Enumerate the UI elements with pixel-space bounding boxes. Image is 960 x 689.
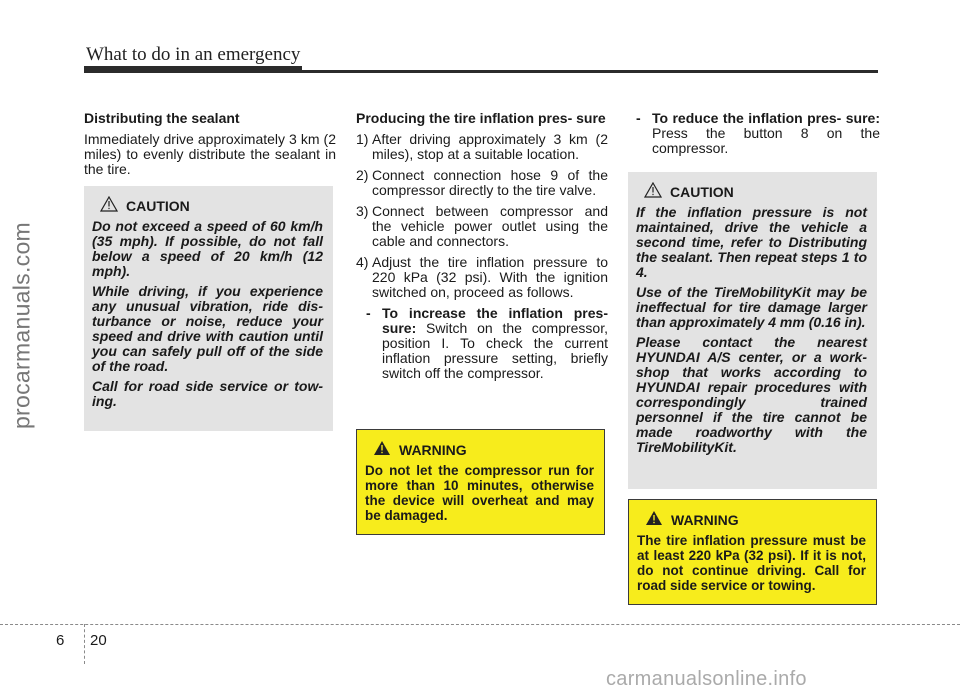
distributing-paragraph: Immediately drive approximately 3 km (2 miles) to evenly distribute the sealant in the tire. — [84, 131, 336, 177]
caution-2-para-1: If the inflation pressure is not maintained, drive the vehicle a second time, refer to Distributing the sealant. Then repeat steps 1 to 4. — [636, 204, 867, 280]
increase-sub-item — [366, 306, 608, 381]
caution-title-2: CAUTION — [670, 183, 734, 200]
caution-icon — [100, 196, 118, 215]
reduce-list — [628, 111, 880, 156]
increase-label: To increase the inflation pres- sure: — [382, 305, 608, 336]
step-number: 1) — [356, 131, 369, 147]
reduce-sub-item — [636, 111, 880, 156]
step-text: After driving approximately 3 km (2 miles), stop at a suitable location. — [372, 131, 608, 162]
reduce-body: Press the button 8 on the compressor. — [652, 125, 880, 156]
step-text: Connect connection hose 9 of the compressor directly to the tire valve. — [372, 167, 608, 198]
step-text: Adjust the tire inflation pressure to 220 kPa (32 psi). With the ignition switched on, proceed as follows. — [372, 254, 608, 300]
side-watermark-text: procarmanuals.com — [8, 221, 35, 430]
caution-1-para-1: Do not exceed a speed of 60 km/h (35 mph). If possible, do not fall below a speed of 20 km/h (12 mph). — [92, 218, 323, 279]
warning-1-text: Do not let the compressor run for more than 10 minutes, otherwise the device will overheat and may be damaged. — [365, 463, 594, 523]
distributing-heading: Distributing the sealant — [84, 110, 240, 126]
warning-header-1 — [371, 440, 594, 459]
column-2 — [356, 111, 608, 381]
step-text: Connect between compressor and the vehicle power outlet using the cable and connectors. — [372, 203, 608, 249]
footer-rule — [0, 624, 960, 625]
bottom-watermark: carmanualsonline.info — [606, 668, 807, 689]
caution-1-para-3: Call for road side service or tow- ing. — [92, 378, 323, 409]
page-number: 20 — [90, 632, 107, 649]
warning-2-text: The tire inflation pressure must be at least 220 kPa (32 psi). If it is not, do not continue driving. Call for road side service or towing. — [637, 533, 866, 593]
warning-header-2 — [643, 510, 866, 529]
list-item — [356, 255, 608, 300]
column-1 — [84, 111, 336, 177]
page-section-number: 6 — [56, 632, 65, 649]
caution-header-2 — [642, 182, 867, 201]
list-item — [356, 132, 608, 162]
producing-heading: Producing the tire inflation pres- sure — [356, 110, 606, 126]
footer-divider — [84, 624, 85, 664]
caution-box-1 — [84, 186, 333, 431]
caution-1-para-2: While driving, if you experience any unusual vibration, ride dis- turbance or noise, reduce your speed and drive with caution until you can safely pull off of the side of the road. — [92, 283, 323, 374]
step-number: 3) — [356, 203, 369, 219]
caution-title-1: CAUTION — [126, 197, 190, 214]
warning-title-1: WARNING — [399, 441, 467, 458]
section-title: What to do in an emergency — [86, 44, 301, 65]
side-watermark — [2, 150, 38, 510]
list-item — [356, 168, 608, 198]
warning-box-1 — [356, 429, 605, 535]
increase-text — [382, 306, 608, 381]
reduce-label: To reduce the inflation pres- sure: — [652, 110, 880, 126]
step-number: 2) — [356, 167, 369, 183]
caution-2-para-3: Please contact the nearest HYUNDAI A/S center, or a work- shop that works according to HYUNDAI repair procedures with correspondingly trained personnel if the tire cannot be made roadworthy with the TireMobilityKit. — [636, 334, 867, 455]
caution-icon — [644, 182, 662, 201]
caution-header-1 — [98, 196, 323, 215]
warning-title-2: WARNING — [671, 511, 739, 528]
warning-icon — [373, 440, 391, 459]
caution-2-para-2: Use of the TireMobilityKit may be ineffectual for tire damage larger than approximately 4 mm (0.16 in). — [636, 284, 867, 330]
steps-list — [356, 132, 608, 381]
column-3 — [628, 111, 880, 156]
step-number: 4) — [356, 254, 369, 270]
increase-body: Switch on the compressor, position I. To check the current inflation pressure setting, briefly switch off the compressor. — [382, 320, 608, 381]
dash-marker: - — [366, 305, 371, 321]
caution-box-2 — [628, 172, 877, 489]
header-rule — [84, 70, 878, 73]
warning-icon — [645, 510, 663, 529]
list-item — [356, 204, 608, 249]
warning-box-2 — [628, 499, 877, 605]
reduce-text — [652, 111, 880, 156]
dash-marker: - — [636, 110, 641, 126]
